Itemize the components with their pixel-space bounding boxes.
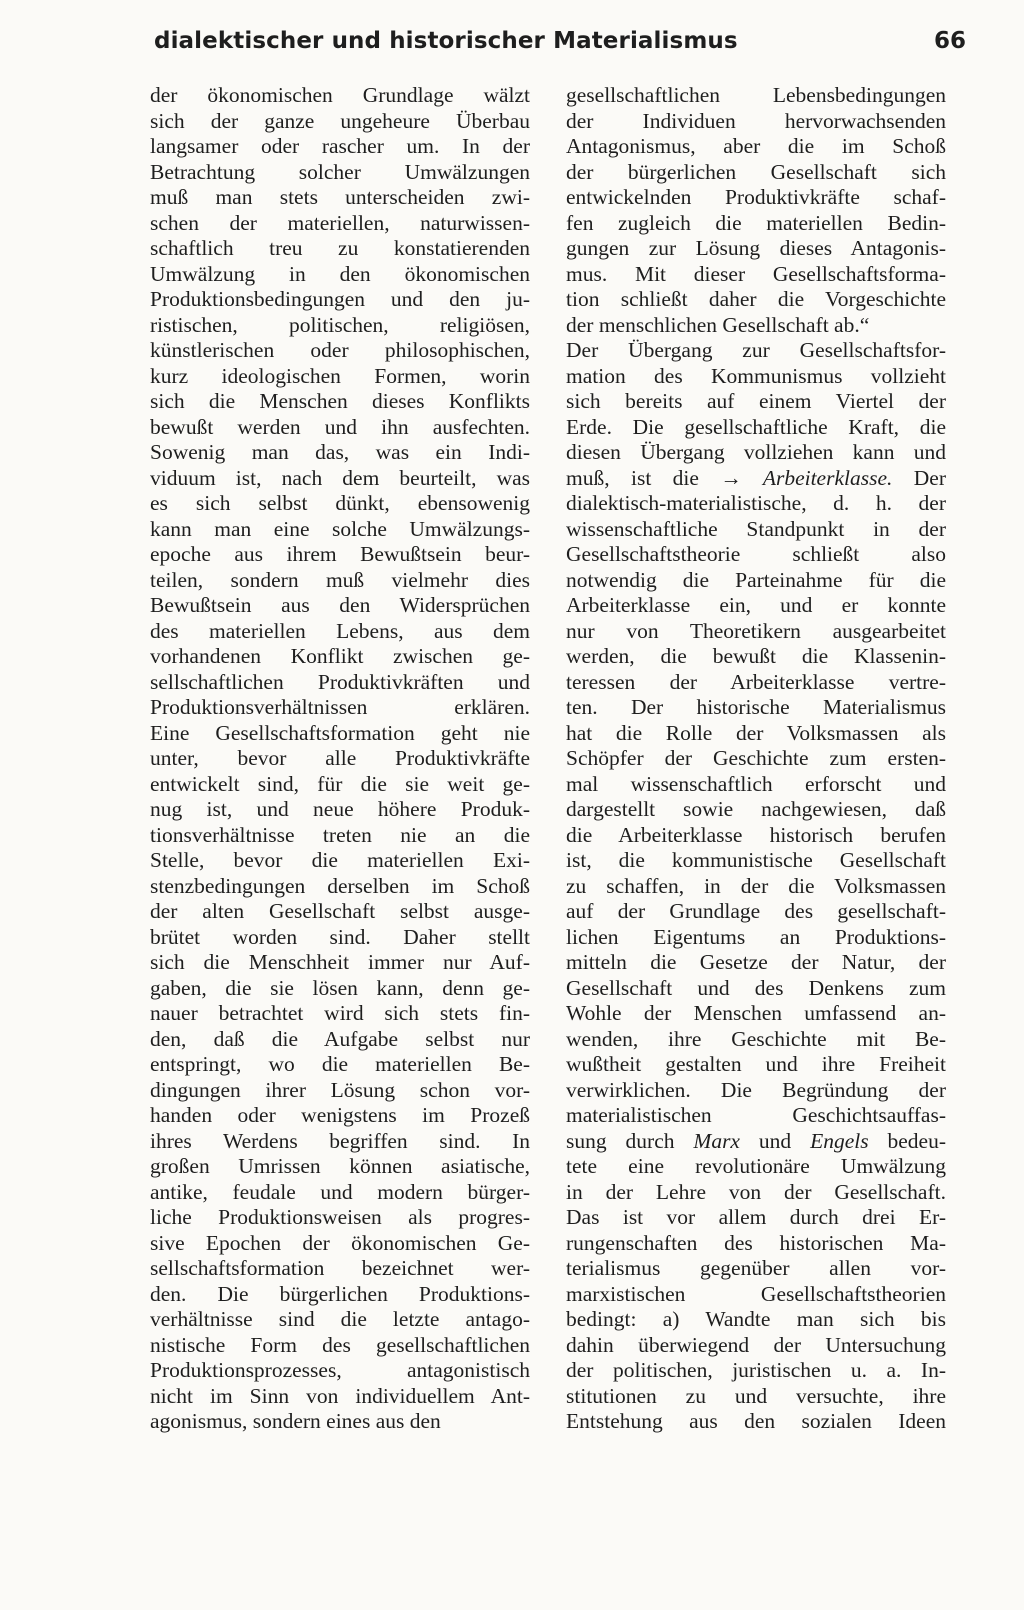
text-line: Arbeiterklasse ein, und er konnte [566, 593, 946, 617]
text-line: sich der ganze ungeheure Überbau [150, 108, 530, 133]
text-line: in der Lehre von der Gesellschaft. [566, 1179, 946, 1204]
text-line: stenzbedingungen derselben im Schoß [150, 873, 530, 898]
text-line: gesellschaftlichen Lebensbedingungen [566, 83, 946, 107]
italic-text: → Arbeiterklasse. [720, 465, 893, 490]
running-head: dialektischer und historischer Materialismus [154, 28, 738, 54]
text-line: teilen, sondern muß vielmehr dies [150, 567, 530, 592]
text-line: nur von Theoretikern ausgearbeitet [566, 618, 946, 643]
text-line: tion schließt daher die Vorgeschichte [566, 287, 946, 311]
text-line: Stelle, bevor die materiellen Exi- [150, 848, 530, 872]
text-line: antike, feudale und modern bürger- [150, 1179, 530, 1204]
text-segment: Der [892, 465, 946, 490]
text-column-left [150, 83, 530, 1435]
text-line: teressen der Arbeiterklasse vertre- [566, 669, 946, 694]
text-line: dahin überwiegend der Untersuchung [566, 1332, 946, 1357]
text-line: auf der Grundlage des gesellschaft- [566, 899, 946, 923]
text-line: der menschlichen Gesellschaft ab.“ [566, 312, 870, 337]
text-line: ist, die kommunistische Gesellschaft [566, 848, 946, 872]
text-line: Der Übergang zur Gesellschaftsfor- [566, 338, 946, 362]
text-line: ristischen, politischen, religiösen, [150, 312, 530, 337]
text-line: sich die Menschen dieses Konflikts [150, 389, 530, 413]
text-line: den, daß die Aufgabe selbst nur [150, 1026, 530, 1051]
text-line: diesen Übergang vollziehen kann und [566, 440, 946, 464]
text-line [566, 466, 946, 492]
text-line: mitteln die Gesetze der Natur, der [566, 950, 946, 974]
text-line: Umwälzung in den ökonomischen [150, 261, 530, 286]
text-line: nug ist, und neue höhere Produk- [150, 797, 530, 821]
text-line: nauer betrachtet wird sich stets fin- [150, 1001, 530, 1025]
text-line: wenden, ihre Geschichte mit Be- [566, 1026, 946, 1051]
text-line: gaben, die sie lösen kann, denn ge- [150, 975, 530, 1000]
text-line: der Individuen hervorwachsenden [566, 108, 946, 133]
text-line: mation des Kommunismus vollzieht [566, 363, 946, 388]
text-line: bewußt werden und ihn ausfechten. [150, 414, 530, 439]
text-line: Eine Gesellschaftsformation geht nie [150, 720, 530, 745]
text-line: langsamer oder rascher um. In der [150, 134, 530, 158]
text-line: den. Die bürgerlichen Produktions- [150, 1281, 530, 1306]
text-line: Bewußtsein aus den Widersprüchen [150, 593, 530, 617]
text-line: dialektisch-materialistische, d. h. der [566, 491, 946, 515]
text-line: marxistischen Gesellschaftstheorien [566, 1281, 946, 1306]
text-line: viduum ist, nach dem beurteilt, was [150, 465, 530, 490]
text-line: Antagonismus, aber die im Schoß [566, 134, 946, 158]
text-line: der ökonomischen Grundlage wälzt [150, 83, 530, 107]
text-line: Wohle der Menschen umfassend an- [566, 1001, 946, 1025]
text-line: schaftlich treu zu konstatierenden [150, 236, 530, 260]
text-segment: muß, ist die [566, 465, 721, 490]
text-line: es sich selbst dünkt, ebensowenig [150, 491, 530, 515]
text-line: der alten Gesellschaft selbst ausge- [150, 899, 530, 923]
text-line: ihres Werdens begriffen sind. In [150, 1128, 530, 1153]
text-line: künstlerischen oder philosophischen, [150, 338, 530, 362]
text-line: brütet worden sind. Daher stellt [150, 924, 530, 949]
text-line: gungen zur Lösung dieses Antagonis- [566, 236, 946, 260]
text-line: wissenschaftliche Standpunkt in der [566, 516, 946, 541]
text-line: vorhandenen Konflikt zwischen ge- [150, 644, 530, 668]
text-line: Sowenig man das, was ein Indi- [150, 440, 530, 464]
text-line: materialistischen Geschichtsauffas- [566, 1103, 946, 1127]
text-line: bedingt: a) Wandte man sich bis [566, 1307, 946, 1331]
text-line: kann man eine solche Umwälzungs- [150, 516, 530, 541]
page-header [150, 28, 966, 68]
text-segment: bedeu- [868, 1128, 947, 1153]
text-line: der bürgerlichen Gesellschaft sich [566, 159, 946, 184]
text-line: wußtheit gestalten und ihre Freiheit [566, 1052, 946, 1076]
text-line: epoche aus ihrem Bewußtsein beur- [150, 542, 530, 566]
text-line: muß man stets unterscheiden zwi- [150, 185, 530, 209]
text-line: Produktionsprozesses, antagonistisch [150, 1358, 530, 1382]
text-line: tionsverhältnisse treten nie an die [150, 822, 530, 847]
italic-text: Marx [693, 1128, 740, 1153]
text-line: fen zugleich die materiellen Bedin- [566, 210, 946, 235]
text-line: sich die Menschheit immer nur Auf- [150, 950, 530, 974]
italic-text: Engels [810, 1128, 869, 1153]
text-line: Das ist vor allem durch drei Er- [566, 1205, 946, 1229]
text-line: rungenschaften des historischen Ma- [566, 1230, 946, 1255]
text-line: nistische Form des gesellschaftlichen [150, 1332, 530, 1357]
text-line: mal wissenschaftlich erforscht und [566, 771, 946, 796]
text-line: notwendig die Parteinahme für die [566, 567, 946, 592]
text-line: tete eine revolutionäre Umwälzung [566, 1154, 946, 1178]
text-line: stitutionen zu und versuchte, ihre [566, 1383, 946, 1408]
text-line: dingungen ihrer Lösung schon vor- [150, 1077, 530, 1102]
text-line: lichen Eigentums an Produktions- [566, 924, 946, 949]
text-line: Entstehung aus den sozialen Ideen [566, 1409, 946, 1433]
text-line: Produktionsbedingungen und den ju- [150, 287, 530, 311]
text-line: des materiellen Lebens, aus dem [150, 618, 530, 643]
text-line: mus. Mit dieser Gesellschaftsforma- [566, 261, 946, 286]
text-line: sellschaftlichen Produktivkräften und [150, 669, 530, 694]
text-line: Betrachtung solcher Umwälzungen [150, 159, 530, 184]
text-line: werden, die bewußt die Klassenin- [566, 644, 946, 668]
text-segment: und [739, 1128, 811, 1153]
text-line: verhältnisse sind die letzte antago- [150, 1307, 530, 1331]
text-line: schen der materiellen, naturwissen- [150, 210, 530, 235]
text-line: die Arbeiterklasse historisch berufen [566, 822, 946, 847]
text-column-right [566, 83, 946, 1435]
text-line [566, 1129, 946, 1155]
text-line: Produktionsverhältnissen erklären. [150, 695, 530, 719]
text-line: sich bereits auf einem Viertel der [566, 389, 946, 413]
text-line: nicht im Sinn von individuellem Ant- [150, 1383, 530, 1408]
text-line: dargestellt sowie nachgewiesen, daß [566, 797, 946, 821]
text-line: hat die Rolle der Volksmassen als [566, 720, 946, 745]
text-line: unter, bevor alle Produktivkräfte [150, 746, 530, 770]
text-line: Schöpfer der Geschichte zum ersten- [566, 746, 946, 770]
text-line: großen Umrissen können asiatische, [150, 1154, 530, 1178]
text-line: entwickelnden Produktivkräfte schaf- [566, 185, 946, 209]
text-line: liche Produktionsweisen als progres- [150, 1205, 530, 1229]
text-line: verwirklichen. Die Begründung der [566, 1077, 946, 1102]
text-line: Erde. Die gesellschaftliche Kraft, die [566, 414, 946, 439]
text-segment: sung durch [566, 1128, 694, 1153]
text-line: kurz ideologischen Formen, worin [150, 363, 530, 388]
text-line: handen oder wenigstens im Prozeß [150, 1103, 530, 1127]
text-line: zu schaffen, in der die Volksmassen [566, 873, 946, 898]
text-line: Gesellschaft und des Denkens zum [566, 975, 946, 1000]
text-line: sive Epochen der ökonomischen Ge- [150, 1230, 530, 1255]
text-line: entwickelt sind, für die sie weit ge- [150, 771, 530, 796]
text-line: Gesellschaftstheorie schließt also [566, 542, 946, 566]
page-number: 66 [933, 28, 966, 54]
text-line: der politischen, juristischen u. a. In- [566, 1358, 946, 1382]
text-line: entspringt, wo die materiellen Be- [150, 1052, 530, 1076]
text-line: agonismus, sondern eines aus den [150, 1409, 441, 1433]
text-line: ten. Der historische Materialismus [566, 695, 946, 719]
text-line: terialismus gegenüber allen vor- [566, 1256, 946, 1280]
text-line: sellschaftsformation bezeichnet wer- [150, 1256, 530, 1280]
